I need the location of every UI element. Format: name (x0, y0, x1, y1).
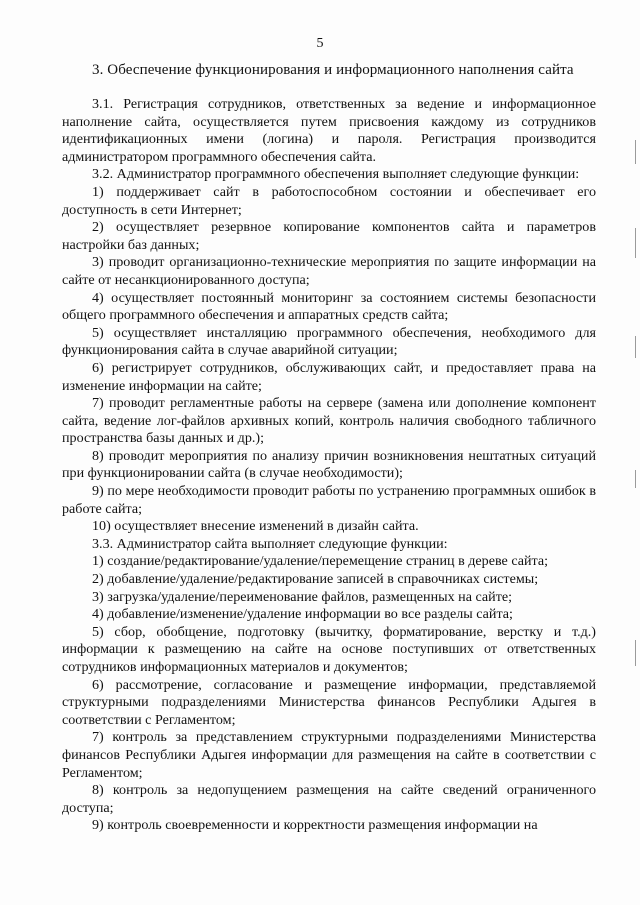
list-item: 6) рассмотрение, согласование и размещение информации, представляемой структурными подразделениями Министерства финансов Республики Адыгея в соответствии с Регламентом; (62, 676, 596, 728)
scan-edge-mark (635, 228, 636, 258)
list-item: 1) поддерживает сайт в работоспособном состоянии и обеспечивает его доступность в сети Интернет; (62, 183, 596, 218)
list-item: 10) осуществляет внесение изменений в дизайн сайта. (92, 518, 419, 535)
scan-edge-mark (635, 640, 636, 666)
scan-edge-mark (635, 336, 636, 358)
list-item: 5) осуществляет инсталляцию программного обеспечения, необходимого для функционирования сайта в случае аварийной ситуации; (62, 324, 596, 359)
section-heading: 3. Обеспечение функционирования и информационного наполнения сайта (92, 62, 574, 78)
paragraph-3-3: 3.3. Администратор сайта выполняет следующие функции: (92, 535, 448, 552)
list-item: 4) добавление/изменение/удаление информации во все разделы сайта; (92, 606, 513, 623)
list-item: 3) загрузка/удаление/переименование файлов, размещенных на сайте; (92, 588, 513, 605)
paragraph-3-2: 3.2. Администратор программного обеспечения выполняет следующие функции: (92, 166, 580, 183)
scan-edge-mark (635, 140, 636, 164)
list-item: 1) создание/редактирование/удаление/перемещение страниц в дереве сайта; (92, 553, 549, 570)
list-item: 7) проводит регламентные работы на сервере (замена или дополнение компонент сайта, ведение лог-файлов архивных копий, контроль наличия свободного табличного пространства базы данных и др.); (62, 395, 596, 447)
list-item: 8) проводит мероприятия по анализу причин возникновения нештатных ситуаций при функционировании сайта (в случае необходимости); (62, 447, 596, 482)
page-number: 5 (316, 36, 324, 51)
list-item: 6) регистрирует сотрудников, обслуживающих сайт, и предоставляет права на изменение информации на сайте; (62, 359, 596, 394)
list-item: 8) контроль за недопущением размещения на сайте сведений ограниченного доступа; (62, 782, 596, 816)
list-item: 2) осуществляет резервное копирование компонентов сайта и параметров настройки баз данных; (62, 219, 596, 253)
list-item: 7) контроль за представлением структурными подразделениями Министерства финансов Республики Адыгея информации для размещения на сайте в соответствии с Регламентом; (62, 729, 596, 781)
list-item: 9) контроль своевременности и корректности размещения информации на (92, 817, 538, 834)
paragraph-3-1: 3.1. Регистрация сотрудников, ответственных за ведение и информационное наполнение сайта, осуществляется путем присвоения каждому из сотрудников идентификационных имени (логина) и пароля. Регистрация производится администратором программного обеспечения сайта. (62, 96, 596, 165)
list-item: 4) осуществляет постоянный мониторинг за состоянием системы безопасности общего программного обеспечения и аппаратных средств сайта; (62, 289, 596, 324)
list-item: 9) по мере необходимости проводит работы по устранению программных ошибок в работе сайта; (62, 483, 596, 517)
list-item: 2) добавление/удаление/редактирование записей в справочниках системы; (92, 571, 539, 588)
document-body (62, 96, 596, 835)
list-item: 3) проводит организационно-технические мероприятия по защите информации на сайте от несанкционированного доступа; (62, 254, 596, 288)
list-item: 5) сбор, обобщение, подготовку (вычитку, форматирование, верстку и т.д.) информации к размещению на сайте на основе поступивших от ответственных сотрудников информационных материалов и документов; (62, 623, 596, 675)
scan-edge-mark (635, 470, 636, 488)
